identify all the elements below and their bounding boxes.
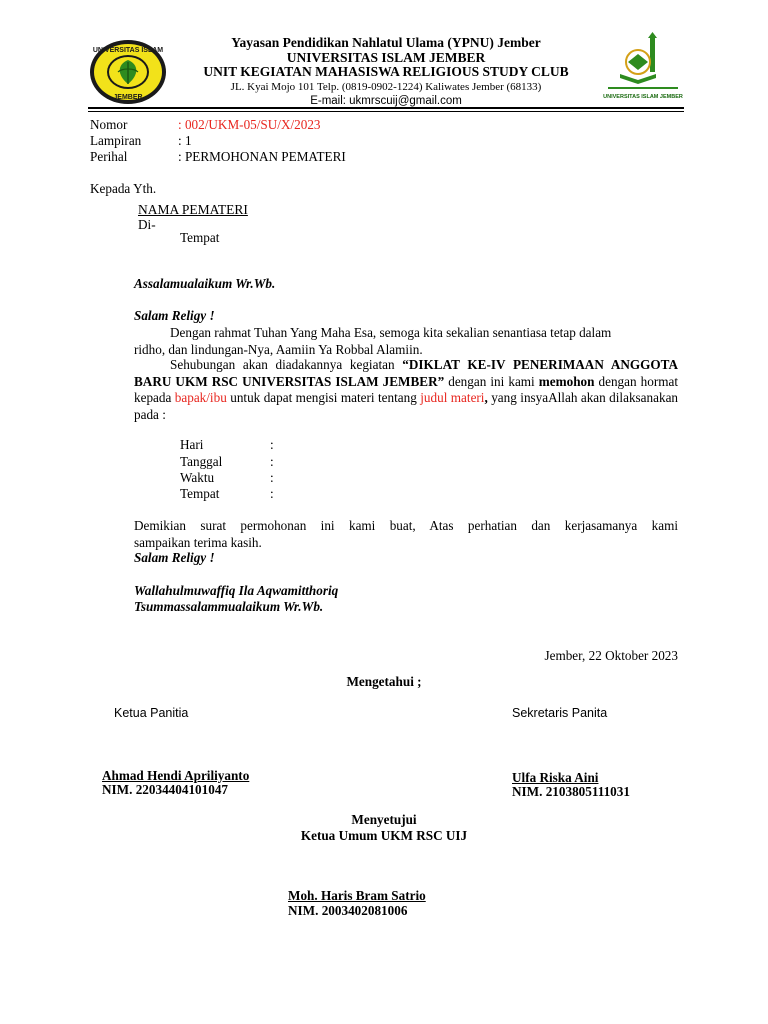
addressee-name: NAMA PEMATERI xyxy=(138,202,248,217)
perihal-value: : PERMOHONAN PEMATERI xyxy=(178,149,346,164)
paragraph-opening-line2: ridho, dan lindungan-Nya, Aamiin Ya Robbal Alamiin. xyxy=(134,341,423,357)
approver-nim: NIM. 2003402081006 xyxy=(288,903,408,918)
left-signatory-name: Ahmad Hendi Apriliyanto xyxy=(102,768,250,783)
club-name: UNIT KEGIATAN MAHASISWA RELIGIOUS STUDY CLUB xyxy=(203,64,569,79)
club-logo xyxy=(600,32,686,104)
schedule-waktu-label: Waktu xyxy=(180,470,215,485)
schedule-waktu-colon: : xyxy=(270,470,274,485)
university-logo xyxy=(88,38,168,106)
lampiran-label: Lampiran xyxy=(90,133,142,148)
salam-religy: Salam Religy ! xyxy=(134,308,215,323)
mengetahui-label: Mengetahui ; xyxy=(346,674,422,689)
salam-religy-closing: Salam Religy ! xyxy=(134,550,215,565)
logo-left-text-top: UNIVERSITAS ISLAM xyxy=(92,47,164,54)
header-rule-thin xyxy=(88,111,684,112)
university-name: UNIVERSITAS ISLAM JEMBER xyxy=(286,49,486,65)
tsumma-text: Tsummassalammualaikum Wr.Wb. xyxy=(134,599,324,614)
menyetujui-label: Menyetujui xyxy=(351,812,417,827)
left-signatory-nim: NIM. 22034404101047 xyxy=(102,782,229,797)
judul-materi-text: judul materi xyxy=(420,390,485,405)
foundation-name: Yayasan Pendidikan Nahlatul Ulama (YPNU) Jember xyxy=(231,35,541,50)
kepada-yth: Kepada Yth. xyxy=(90,181,157,196)
right-signatory-nim: NIM. 2103805111031 xyxy=(512,784,630,799)
address: JL. Kyai Mojo 101 Telp. (0819-0902-1224) Kaliwates Jember (68133) xyxy=(230,80,542,93)
paragraph-opening xyxy=(134,325,678,358)
request-text-a: Sehubungan akan diadakannya kegiatan xyxy=(170,357,403,372)
request-text-d: untuk dapat mengisi materi tentang xyxy=(226,390,421,405)
request-comma: , xyxy=(484,390,488,405)
request-text-e: yang insyaAllah akan dilaksanakan pada : xyxy=(134,390,679,422)
request-text-b: dengan ini kami xyxy=(444,373,539,389)
event-name: “DIKLAT KE-IV PENERIMAAN ANGGOTA BARU UKM RSC UNIVERSITAS ISLAM JEMBER” xyxy=(134,357,679,389)
paragraph-opening-line1: Dengan rahmat Tuhan Yang Maha Esa, semoga kita sekalian senantiasa tetap dalam xyxy=(170,325,612,340)
schedule-hari-label: Hari xyxy=(180,437,204,452)
right-signatory-name: Ulfa Riska Aini xyxy=(512,770,599,785)
nomor-value: : 002/UKM-05/SU/X/2023 xyxy=(178,117,321,132)
greeting: Assalamualaikum Wr.Wb. xyxy=(134,276,276,291)
request-text-c: dengan hormat kepada xyxy=(134,373,679,405)
email: E-mail: ukmrscuij@gmail.com xyxy=(310,95,462,107)
header-rule-thick xyxy=(88,107,684,109)
paragraph-closing xyxy=(134,518,678,551)
schedule-tempat-label: Tempat xyxy=(180,486,220,501)
addressee-di: Di- xyxy=(138,217,156,232)
letterhead xyxy=(170,36,602,109)
memohon-text: memohon xyxy=(538,373,595,389)
schedule-tanggal-label: Tanggal xyxy=(180,454,223,469)
logo-left-text-bottom: JEMBER xyxy=(113,94,143,101)
nomor-label: Nomor xyxy=(90,117,128,132)
paragraph-closing-line2: sampaikan terima kasih. xyxy=(134,534,262,550)
lampiran-value: : 1 xyxy=(178,133,192,148)
paragraph-closing-line1: Demikian surat permohonan ini kami buat, Atas perhatian dan kerjasamanya kami xyxy=(134,518,678,533)
logo-right-caption: UNIVERSITAS ISLAM JEMBER xyxy=(603,94,683,100)
letter-date: Jember, 22 Oktober 2023 xyxy=(544,648,678,663)
paragraph-request xyxy=(134,357,678,423)
addressee-place: Tempat xyxy=(180,230,220,245)
left-signatory-title: Ketua Panitia xyxy=(114,706,189,720)
right-signatory-title: Sekretaris Panita xyxy=(512,706,608,720)
ketua-umum-title: Ketua Umum UKM RSC UIJ xyxy=(300,828,468,843)
wallahul-text: Wallahulmuwaffiq Ila Aqwamitthoriq xyxy=(134,583,339,598)
schedule-tanggal-colon: : xyxy=(270,454,274,469)
bapak-ibu-text: bapak/ibu xyxy=(174,390,227,405)
perihal-label: Perihal xyxy=(90,149,128,164)
schedule-hari-colon: : xyxy=(270,437,274,452)
approver-name: Moh. Haris Bram Satrio xyxy=(288,888,426,903)
schedule-tempat-colon: : xyxy=(270,486,274,501)
